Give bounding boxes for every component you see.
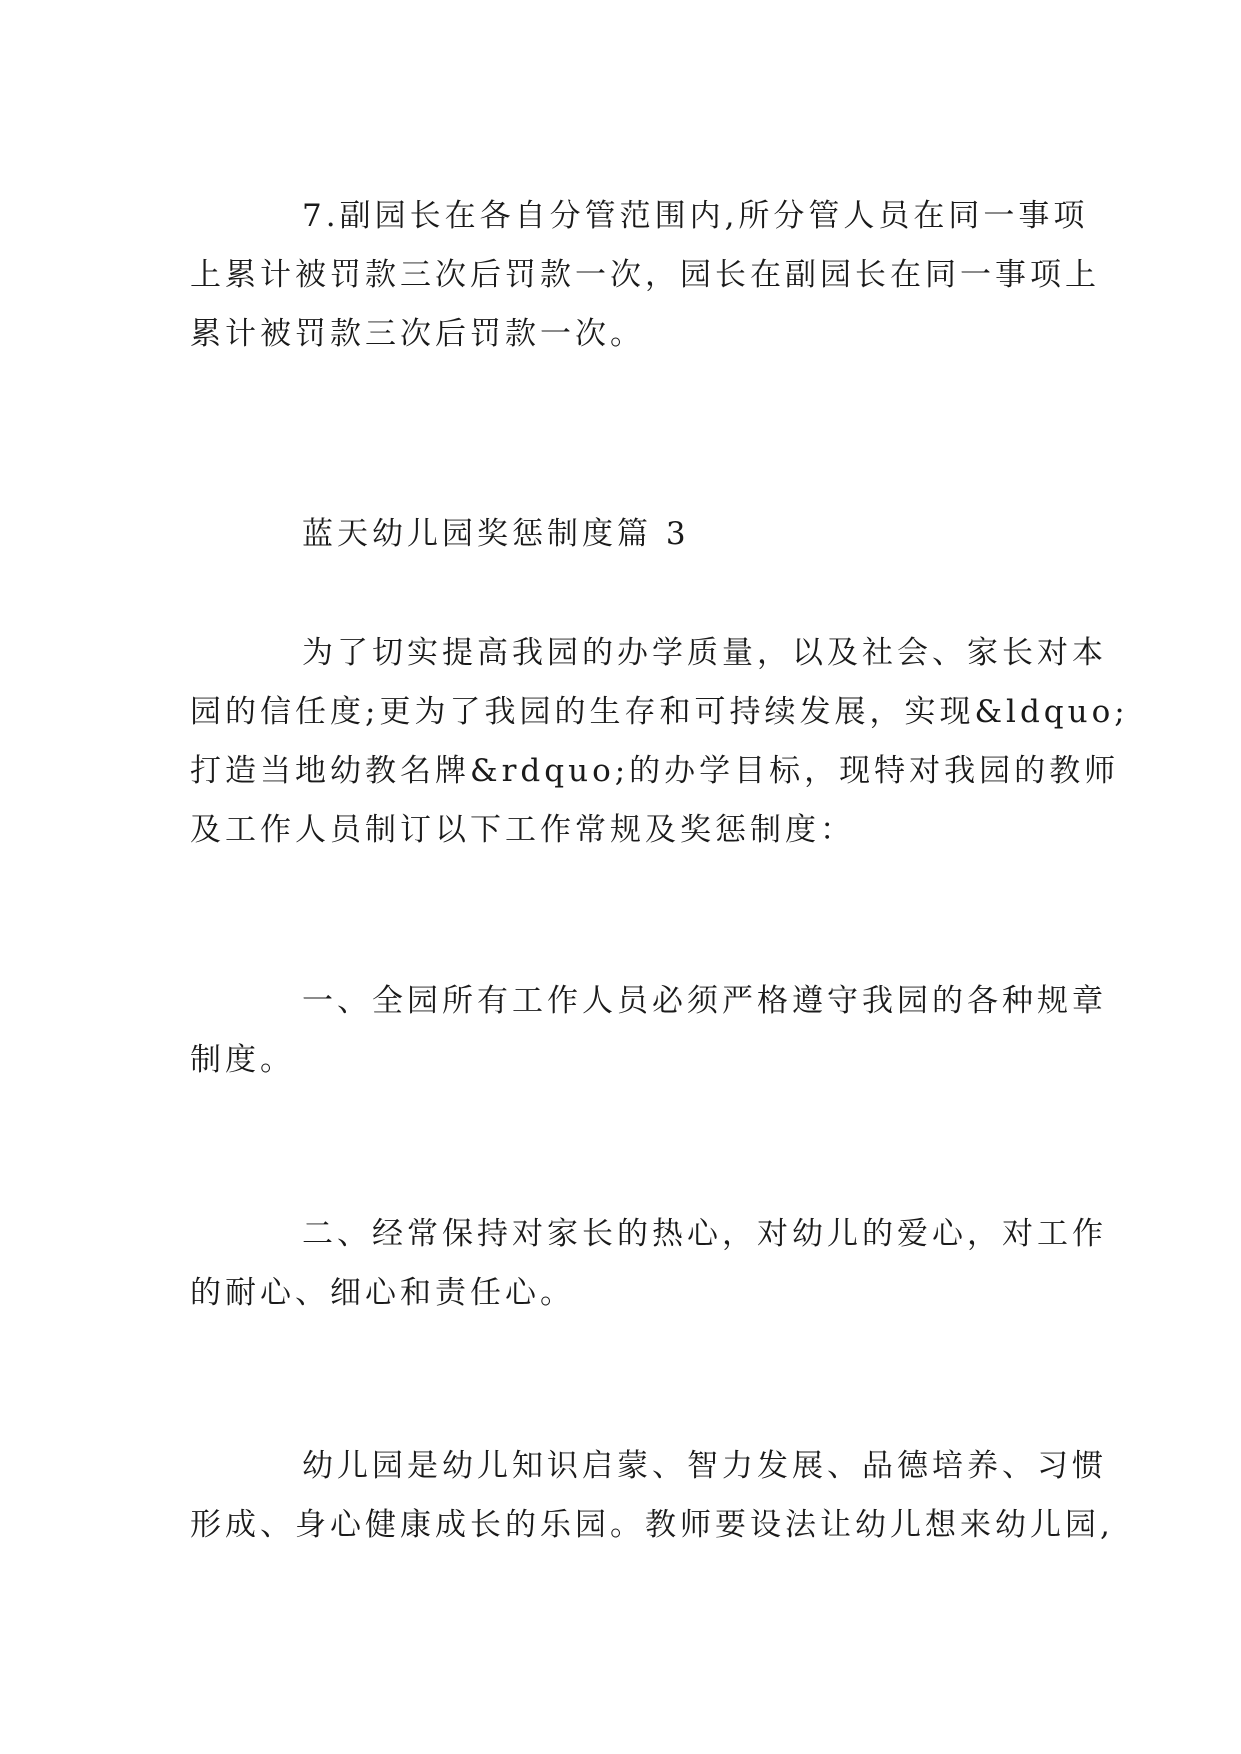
paragraph-kindergarten-purpose bbox=[190, 1437, 1114, 1555]
text-line: 为了切实提高我园的办学质量，以及社会、家长对本 bbox=[302, 635, 1107, 671]
text-line: 一、全园所有工作人员必须严格遵守我园的各种规章 bbox=[302, 983, 1107, 1019]
paragraph-item-1 bbox=[190, 972, 1107, 1090]
text-line: 及工作人员制订以下工作常规及奖惩制度： bbox=[190, 812, 855, 848]
text-line: 累计被罚款三次后罚款一次。 bbox=[190, 316, 645, 352]
text-line: 的耐心、细心和责任心。 bbox=[190, 1275, 575, 1311]
text-line: 形成、身心健康成长的乐园。教师要设法让幼儿想来幼儿园, bbox=[190, 1507, 1114, 1543]
text-line: 上累计被罚款三次后罚款一次，园长在副园长在同一事项上 bbox=[190, 257, 1100, 293]
text-line: 幼儿园是幼儿知识启蒙、智力发展、品德培养、习惯 bbox=[302, 1448, 1107, 1484]
heading-text: 蓝天幼儿园奖惩制度篇 3 bbox=[302, 516, 690, 552]
section-heading bbox=[190, 505, 1060, 564]
text-line: 7.副园长在各自分管范围内,所分管人员在同一事项 bbox=[302, 198, 1089, 234]
paragraph-intro bbox=[190, 624, 1129, 860]
text-line: 二、经常保持对家长的热心，对幼儿的爱心，对工作 bbox=[302, 1216, 1107, 1252]
text-line: 园的信任度;更为了我园的生存和可持续发展，实现&ldquo; bbox=[190, 694, 1129, 730]
text-line: 打造当地幼教名牌&rdquo;的办学目标，现特对我园的教师 bbox=[190, 753, 1120, 789]
paragraph-rule-7 bbox=[190, 187, 1100, 364]
paragraph-item-2 bbox=[190, 1205, 1107, 1323]
text-line: 制度。 bbox=[190, 1042, 295, 1078]
